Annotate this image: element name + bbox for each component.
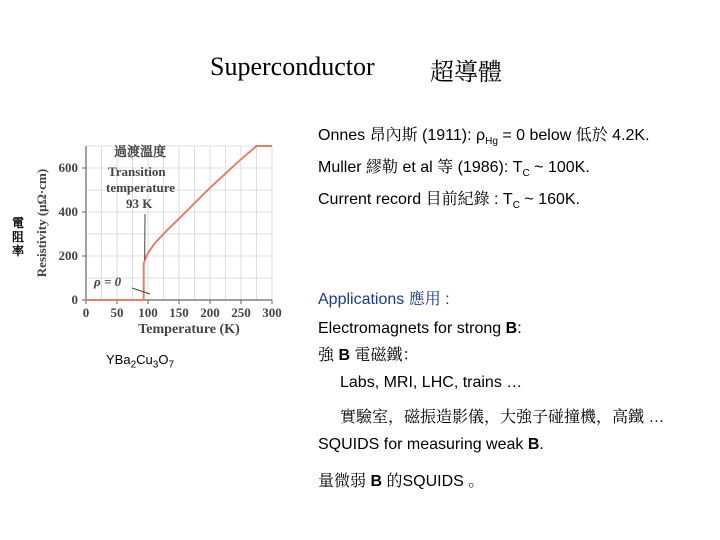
fact-muller (318, 154, 590, 179)
app-electromagnets (318, 320, 522, 338)
app-squids-period: . (539, 436, 544, 453)
transition-label: temperature (106, 180, 176, 195)
rho-subscript: Hg (485, 136, 498, 148)
resistivity-chart (10, 138, 310, 348)
x-tick-label: 100 (138, 305, 158, 320)
applications-heading: Applications 應用 : (318, 291, 450, 308)
ylabel-chinese: 電阻率 (11, 216, 24, 258)
rho-zero-label: ρ = 0 (94, 274, 122, 289)
app-squids-zh-suffix: 的SQUIDS 。 (382, 473, 485, 490)
app-labs: Labs, MRI, LHC, trains … (340, 374, 523, 391)
material-sub-7: 7 (168, 359, 175, 371)
y-tick-label: 600 (58, 160, 78, 175)
fact-onnes (318, 122, 650, 147)
rho-symbol: ρ (476, 127, 486, 144)
app-electromagnets-colon: : (517, 320, 522, 337)
x-tick-label: 150 (169, 305, 189, 320)
x-axis-label: Temperature (K) (138, 322, 240, 337)
material-sub-3: 3 (152, 359, 159, 371)
app-squids-zh-prefix: 量微弱 (318, 473, 371, 490)
y-axis-label: Resistivity (μΩ·cm) (34, 168, 49, 278)
title-chinese: 超導體 (430, 58, 502, 86)
material-sub-2: 2 (130, 359, 137, 371)
b-field-symbol: B (505, 320, 518, 337)
y-tick-label: 200 (58, 248, 78, 263)
b-field-symbol: B (370, 473, 383, 490)
x-tick-label: 0 (82, 305, 90, 320)
title-english: Superconductor (210, 52, 375, 81)
transition-label-chinese: 過渡溫度 (114, 145, 167, 160)
resistivity-plot (10, 138, 310, 348)
fact-record (318, 186, 580, 211)
app-electromagnets-zh (318, 342, 418, 365)
b-field-symbol: B (338, 347, 351, 364)
fact-record-suffix: ~ 160K. (519, 191, 580, 208)
app-squids-zh (318, 468, 484, 491)
x-tick-label: 250 (231, 305, 251, 320)
tc-subscript: C (522, 168, 530, 180)
fact-onnes-prefix: Onnes 昂內斯 (1911): (318, 127, 476, 144)
transition-temperature-value: 93 K (126, 196, 153, 211)
app-electromagnets-text: Electromagnets for strong (318, 320, 506, 337)
tc-subscript: C (512, 200, 520, 212)
app-squids-text: SQUIDS for measuring weak (318, 436, 528, 453)
x-tick-label: 300 (262, 305, 282, 320)
x-tick-label: 200 (200, 305, 220, 320)
transition-label: Transition (108, 164, 166, 179)
x-tick-label: 50 (110, 305, 124, 320)
fact-muller-prefix: Muller 繆勒 et al 等 (1986): T (318, 159, 523, 176)
app-electromagnets-zh-prefix: 強 (318, 347, 339, 364)
y-tick-label: 0 (71, 292, 78, 307)
fact-onnes-suffix: = 0 below 低於 4.2K. (497, 127, 650, 144)
fact-record-prefix: Current record 目前紀錄 : T (318, 191, 513, 208)
material-label: $YBa_2Cu_3O_7$ (106, 352, 175, 371)
rho-zero-pointer-line (132, 288, 150, 294)
app-labs-zh: 實驗室，磁振造影儀，大強子碰撞機，高鐵 … (340, 409, 665, 426)
fact-muller-suffix: ~ 100K. (529, 159, 590, 176)
app-electromagnets-zh-suffix: 電磁鐵： (350, 347, 419, 364)
y-tick-label: 400 (58, 204, 78, 219)
app-squids (318, 436, 544, 454)
b-field-symbol: B (527, 436, 540, 453)
title-row (0, 52, 720, 88)
